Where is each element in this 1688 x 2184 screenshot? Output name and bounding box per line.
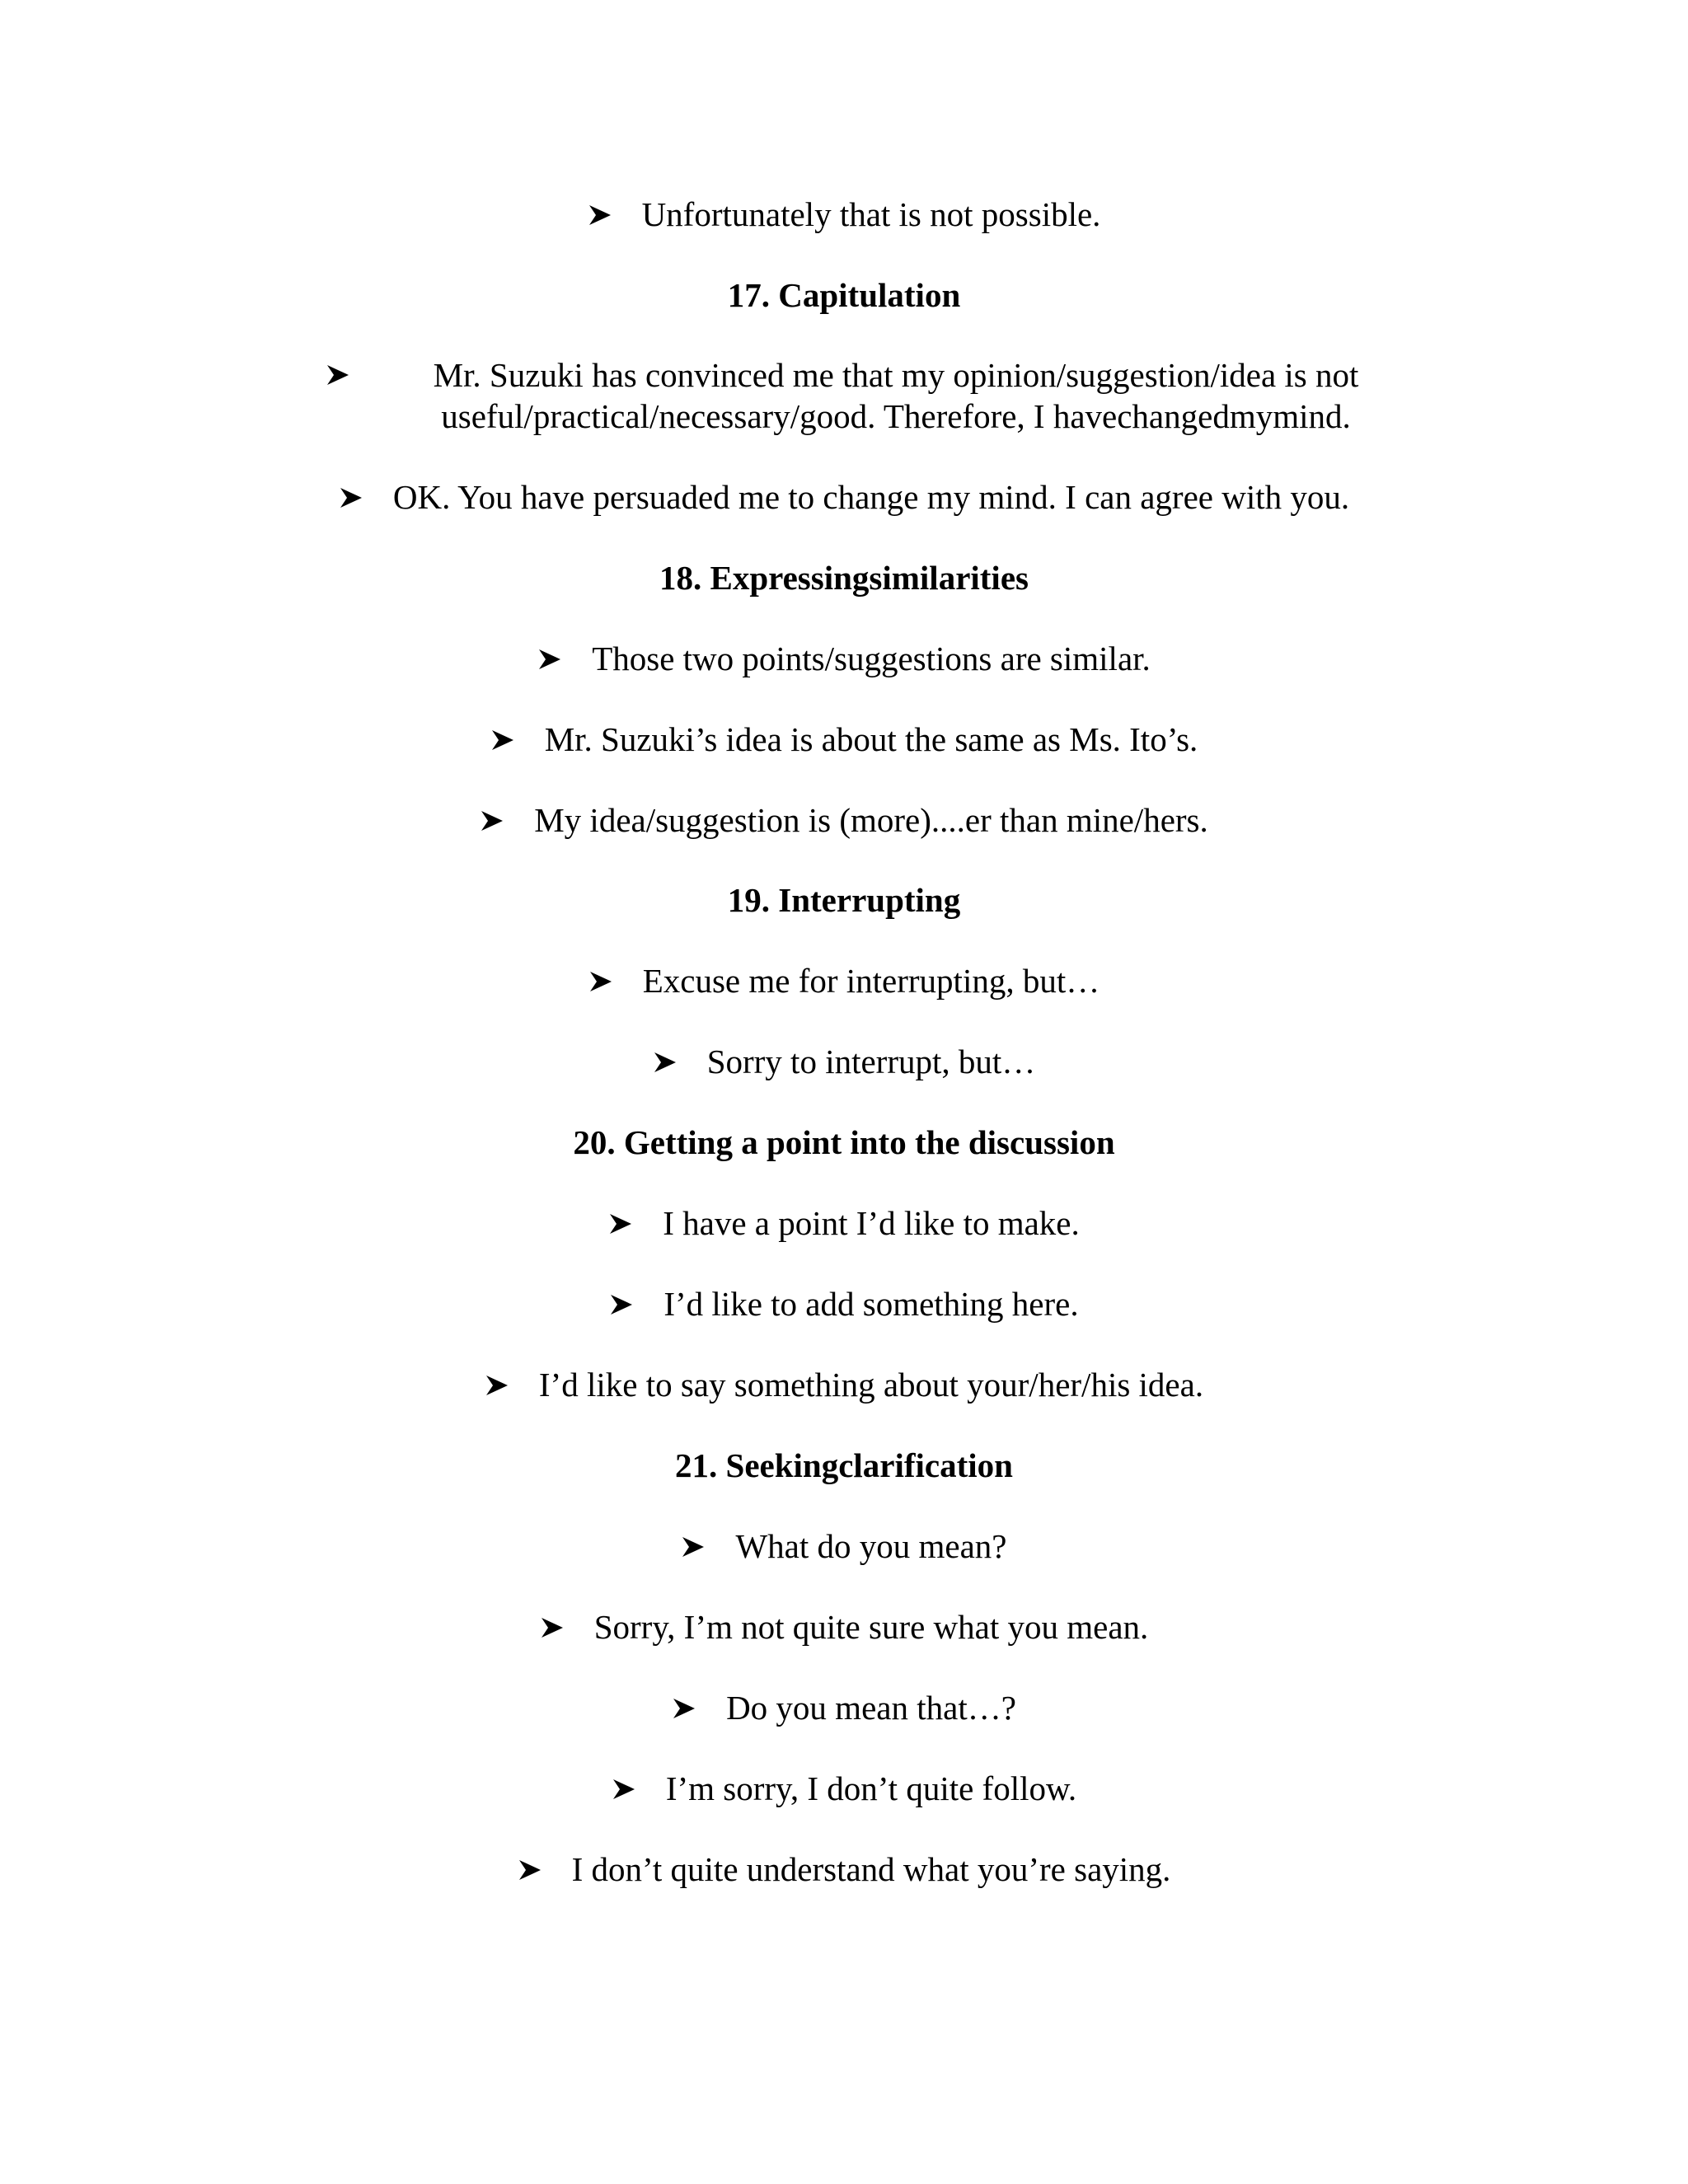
section-heading: 20. Getting a point into the discussion [573, 1123, 1115, 1161]
arrowhead-bullet-icon [480, 808, 504, 833]
list-item-text: I don’t quite understand what you’re saying. [571, 1850, 1171, 1888]
list-item-text: I’d like to say something about your/her/his idea. [538, 1366, 1204, 1404]
list-item [0, 799, 1688, 841]
list-item [0, 960, 1688, 1001]
list-item [0, 1041, 1688, 1082]
list-item [0, 1526, 1688, 1567]
list-item [0, 1849, 1688, 1890]
list-item-text: Unfortunately that is not possible. [641, 195, 1101, 233]
arrowhead-bullet-icon [537, 647, 562, 672]
list-item-text-line-2: useful/practical/necessary/good. Therefore, I havechangedmymind. [441, 397, 1351, 435]
list-item-text: OK. You have persuaded me to change my mind. I can agree with you. [392, 478, 1350, 516]
arrowhead-bullet-icon [326, 363, 350, 387]
list-item [0, 719, 1688, 760]
arrowhead-bullet-icon [339, 485, 363, 510]
list-item-text: Mr. Suzuki’s idea is about the same as Ms. Ito’s. [544, 720, 1198, 758]
arrowhead-bullet-icon [653, 1050, 678, 1075]
list-item-text: I’d like to add something here. [663, 1285, 1079, 1323]
list-item [326, 354, 1447, 437]
section-heading: 21. Seekingclarification [675, 1446, 1013, 1484]
list-item [0, 476, 1688, 518]
section-heading: 17. Capitulation [727, 276, 961, 314]
list-item-text: I have a point I’d like to make. [663, 1204, 1080, 1242]
arrowhead-bullet-icon [609, 1292, 634, 1317]
list-item-text: Sorry to interrupt, but… [706, 1043, 1036, 1080]
list-item-text: I’m sorry, I don’t quite follow. [665, 1769, 1077, 1807]
list-item-text: Sorry, I’m not quite sure what you mean. [593, 1608, 1149, 1646]
arrowhead-bullet-icon [588, 203, 612, 227]
list-item-text: Those two points/suggestions are similar. [592, 640, 1151, 677]
list-item [0, 1687, 1688, 1728]
list-item [0, 638, 1688, 679]
list-item-text: Do you mean that…? [726, 1689, 1016, 1727]
list-item-text: My idea/suggestion is (more)....er than mine/hers. [534, 801, 1208, 839]
list-item [0, 1202, 1688, 1244]
arrowhead-bullet-icon [485, 1373, 509, 1398]
list-item-text: Excuse me for interrupting, but… [642, 962, 1100, 1000]
arrowhead-bullet-icon [540, 1615, 565, 1640]
arrowhead-bullet-icon [681, 1535, 706, 1559]
arrowhead-bullet-icon [588, 969, 613, 994]
list-item [0, 1283, 1688, 1324]
section-heading: 18. Expressingsimilarities [659, 559, 1029, 597]
section-heading: 19. Interrupting [727, 881, 961, 919]
list-item [0, 1768, 1688, 1809]
list-item-text: What do you mean? [735, 1527, 1007, 1565]
arrowhead-bullet-icon [612, 1777, 636, 1802]
arrowhead-bullet-icon [608, 1212, 633, 1236]
arrowhead-bullet-icon [672, 1696, 696, 1721]
list-item [0, 1364, 1688, 1405]
list-item-text-line-1: Mr. Suzuki has convinced me that my opinion/suggestion/idea is not [433, 356, 1359, 394]
arrowhead-bullet-icon [518, 1858, 542, 1882]
arrowhead-bullet-icon [490, 728, 515, 752]
list-item [0, 194, 1688, 235]
list-item [0, 1606, 1688, 1647]
